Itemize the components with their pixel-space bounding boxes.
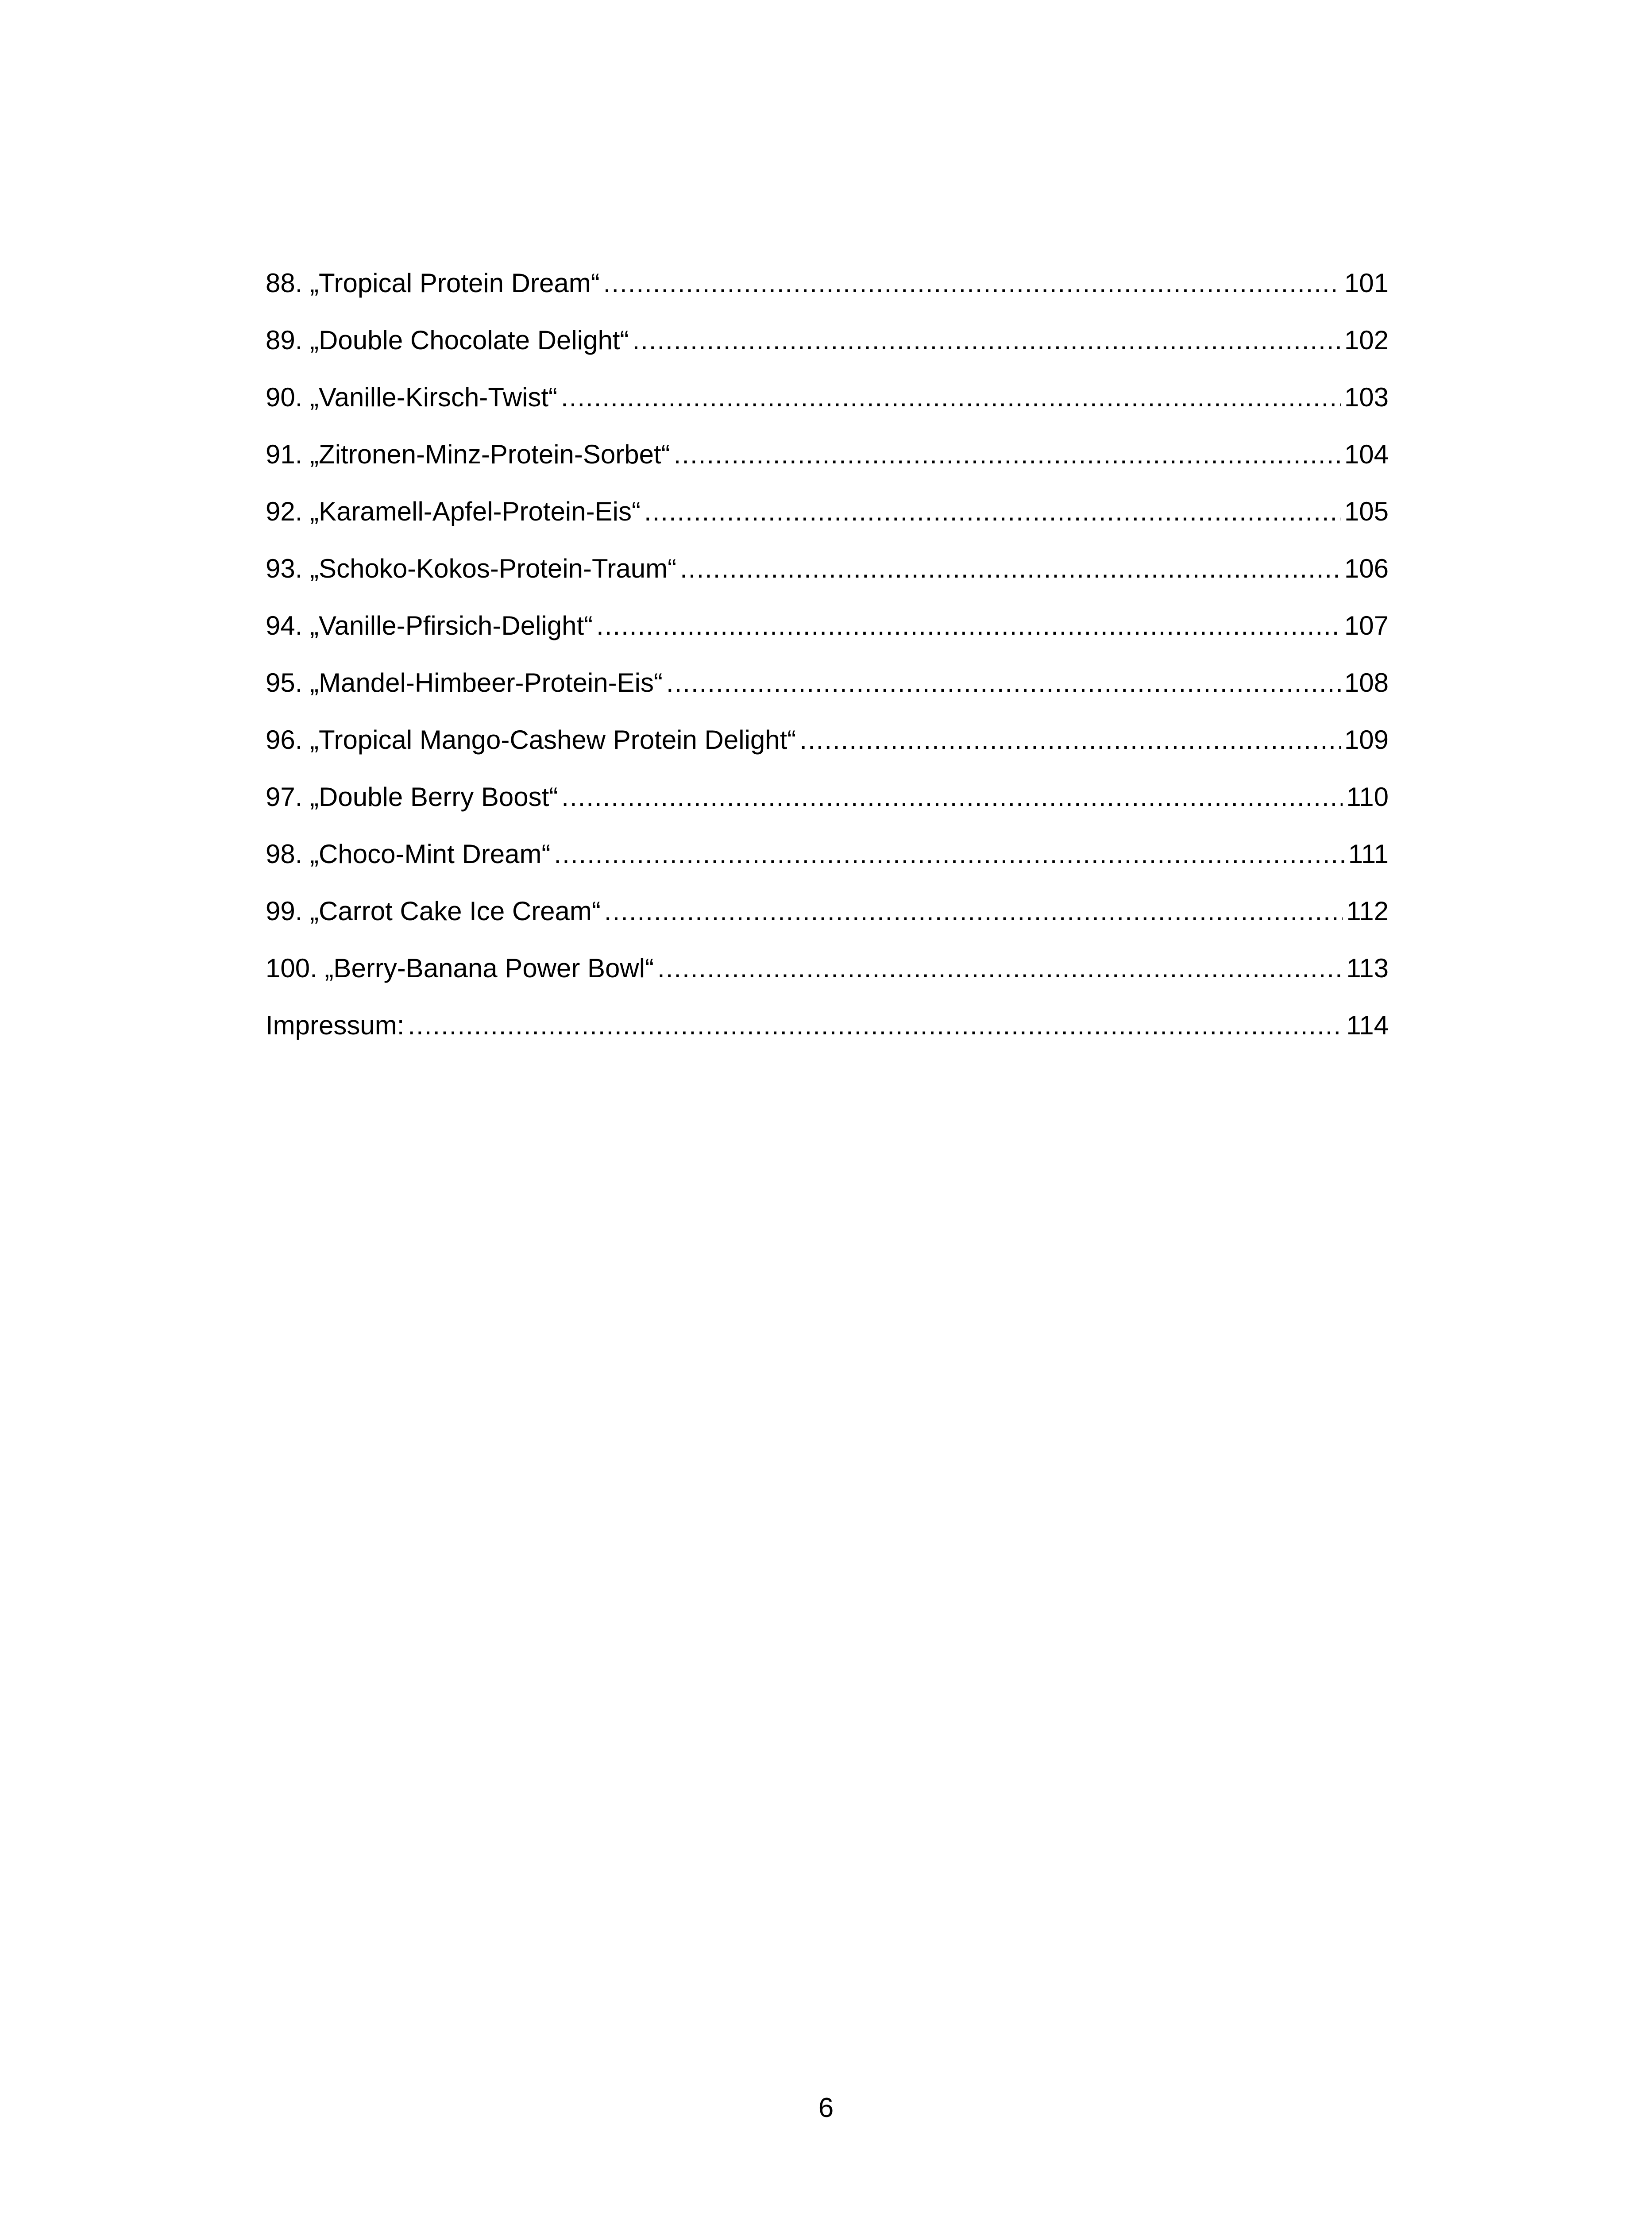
toc-dot-leader [604, 889, 1343, 933]
toc-entry-page: 104 [1344, 440, 1389, 469]
toc-entry-title: 95. „Mandel-Himbeer-Protein-Eis“ [266, 668, 663, 698]
toc-entry [266, 661, 1389, 718]
toc-entry-title: Impressum: [266, 1010, 405, 1040]
toc-entry-title: 94. „Vanille-Pfirsich-Delight“ [266, 611, 593, 640]
toc-entry-page: 112 [1346, 896, 1389, 926]
toc-entry-page: 113 [1346, 953, 1389, 983]
toc-dot-leader [596, 604, 1341, 648]
toc-entry-title: 91. „Zitronen-Minz-Protein-Sorbet“ [266, 440, 670, 469]
toc-entry-title: 99. „Carrot Cake Ice Cream“ [266, 896, 601, 926]
toc-entry [266, 432, 1389, 490]
toc-entry-page: 103 [1344, 382, 1389, 412]
toc-entry-title: 100. „Berry-Banana Power Bowl“ [266, 953, 654, 983]
toc-entry [266, 889, 1389, 946]
page-number: 6 [818, 2093, 834, 2123]
toc-entry [266, 318, 1389, 375]
table-of-contents [266, 261, 1389, 1060]
toc-entry [266, 547, 1389, 604]
toc-entry [266, 1003, 1389, 1060]
toc-entry-page: 105 [1344, 497, 1389, 526]
toc-dot-leader [554, 832, 1345, 876]
toc-entry-page: 108 [1344, 668, 1389, 698]
toc-dot-leader [680, 547, 1341, 591]
toc-entry-page: 110 [1346, 782, 1389, 812]
toc-dot-leader [561, 375, 1341, 420]
toc-entry-title: 90. „Vanille-Kirsch-Twist“ [266, 382, 558, 412]
toc-entry [266, 490, 1389, 547]
toc-entry-page: 107 [1344, 611, 1389, 640]
toc-entry-title: 98. „Choco-Mint Dream“ [266, 839, 551, 869]
toc-dot-leader [603, 261, 1341, 305]
toc-dot-leader [561, 775, 1343, 819]
toc-entry [266, 718, 1389, 775]
toc-dot-leader [666, 661, 1341, 705]
toc-entry-page: 106 [1344, 554, 1389, 583]
toc-dot-leader [799, 718, 1341, 762]
toc-entry [266, 832, 1389, 889]
toc-entry-page: 102 [1344, 325, 1389, 355]
toc-entry [266, 261, 1389, 318]
toc-entry-page: 114 [1346, 1010, 1389, 1040]
toc-entry-page: 109 [1344, 725, 1389, 755]
toc-dot-leader [644, 490, 1341, 534]
toc-entry-page: 101 [1344, 268, 1389, 298]
toc-entry [266, 604, 1389, 661]
toc-entry-title: 93. „Schoko-Kokos-Protein-Traum“ [266, 554, 677, 583]
toc-entry [266, 375, 1389, 432]
toc-dot-leader [408, 1003, 1343, 1048]
toc-entry [266, 946, 1389, 1003]
toc-dot-leader [674, 432, 1341, 477]
toc-entry-title: 89. „Double Chocolate Delight“ [266, 325, 629, 355]
toc-entry-title: 88. „Tropical Protein Dream“ [266, 268, 600, 298]
toc-entry [266, 775, 1389, 832]
toc-dot-leader [657, 946, 1343, 991]
toc-entry-title: 96. „Tropical Mango-Cashew Protein Delight“ [266, 725, 796, 755]
toc-entry-page: 111 [1348, 839, 1389, 869]
toc-dot-leader [632, 318, 1340, 362]
toc-entry-title: 97. „Double Berry Boost“ [266, 782, 558, 812]
toc-entry-title: 92. „Karamell-Apfel-Protein-Eis“ [266, 497, 641, 526]
